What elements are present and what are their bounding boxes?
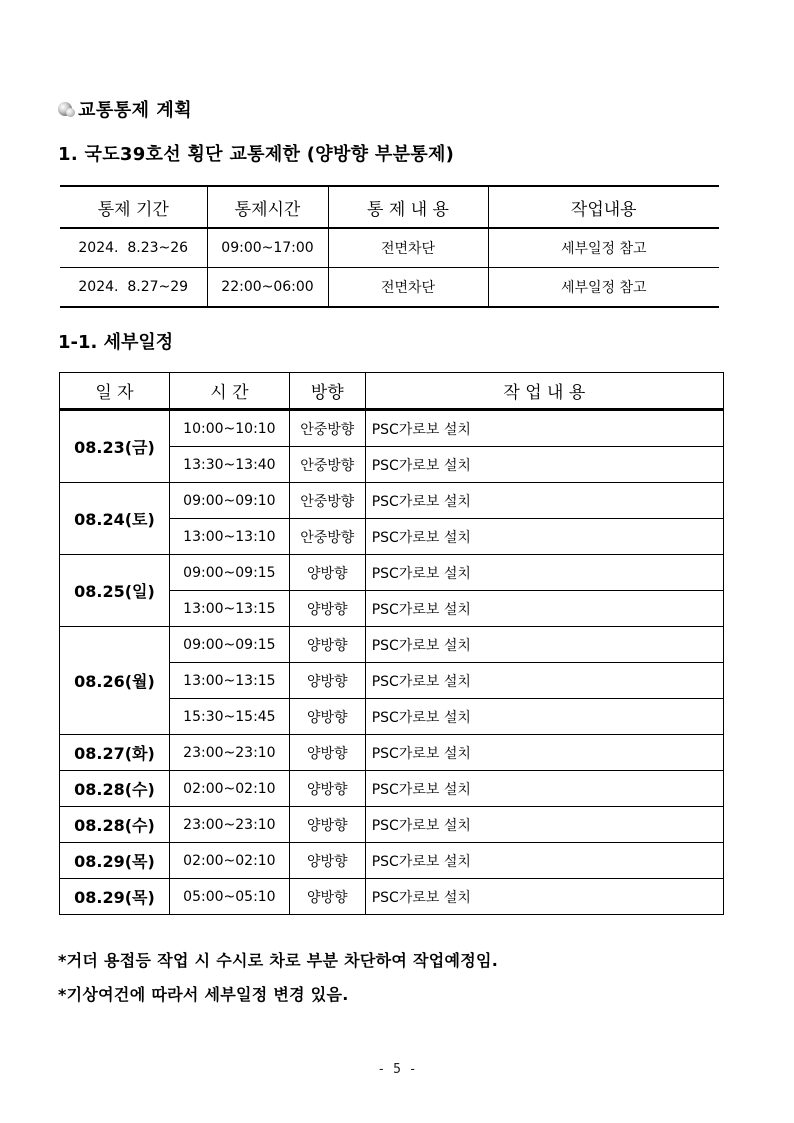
schedule-time: 23:00~23:10 (169, 807, 289, 843)
control-time: 09:00~17:00 (207, 228, 328, 268)
control-work: 세부일정 참고 (488, 268, 719, 308)
control-header-cell: 작업내용 (488, 186, 719, 228)
control-content: 전면차단 (328, 228, 488, 268)
schedule-time: 02:00~02:10 (169, 843, 289, 879)
schedule-direction: 양방향 (289, 663, 365, 699)
schedule-work: PSC가로보 설치 (365, 410, 723, 447)
schedule-row (60, 843, 724, 879)
schedule-time: 09:00~09:15 (169, 555, 289, 591)
schedule-work: PSC가로보 설치 (365, 663, 723, 699)
schedule-header-cell: 일 자 (60, 373, 170, 410)
schedule-time: 09:00~09:10 (169, 483, 289, 519)
schedule-work: PSC가로보 설치 (365, 447, 723, 483)
schedule-work: PSC가로보 설치 (365, 591, 723, 627)
schedule-time: 13:00~13:15 (169, 663, 289, 699)
schedule-row (60, 627, 724, 663)
schedule-date: 08.26(월) (60, 627, 170, 735)
note-welding: *거더 용접등 작업 시 수시로 차로 부분 차단하여 작업예정임. (58, 951, 499, 970)
schedule-direction: 양방향 (289, 771, 365, 807)
control-header-cell: 통 제 내 용 (328, 186, 488, 228)
schedule-direction: 안중방향 (289, 447, 365, 483)
schedule-row (60, 483, 724, 519)
schedule-work: PSC가로보 설치 (365, 843, 723, 879)
control-table-header (60, 186, 719, 228)
control-table (60, 185, 719, 308)
schedule-date: 08.24(토) (60, 483, 170, 555)
schedule-direction: 안중방향 (289, 483, 365, 519)
schedule-date: 08.28(수) (60, 771, 170, 807)
schedule-row (60, 410, 724, 447)
schedule-time: 09:00~09:15 (169, 627, 289, 663)
schedule-row (60, 879, 724, 915)
schedule-header-cell: 방향 (289, 373, 365, 410)
schedule-direction: 양방향 (289, 627, 365, 663)
control-period: 2024. 8.27~29 (60, 268, 207, 308)
schedule-date: 08.29(목) (60, 843, 170, 879)
schedule-row (60, 735, 724, 771)
schedule-direction: 양방향 (289, 591, 365, 627)
bullet-sphere-icon (58, 102, 72, 116)
schedule-row (60, 771, 724, 807)
schedule-time: 02:00~02:10 (169, 771, 289, 807)
schedule-row (60, 555, 724, 591)
schedule-work: PSC가로보 설치 (365, 555, 723, 591)
control-table-row (60, 268, 719, 308)
page-number: - 5 - (377, 1062, 417, 1077)
control-header-cell: 통제시간 (207, 186, 328, 228)
control-table-row (60, 228, 719, 268)
note-weather: *기상여건에 따라서 세부일정 변경 있음. (58, 985, 349, 1004)
schedule-header-cell: 작 업 내 용 (365, 373, 723, 410)
control-period: 2024. 8.23~26 (60, 228, 207, 268)
schedule-date: 08.25(일) (60, 555, 170, 627)
schedule-table (59, 372, 724, 915)
control-content: 전면차단 (328, 268, 488, 308)
schedule-date: 08.28(수) (60, 807, 170, 843)
schedule-header-cell: 시 간 (169, 373, 289, 410)
schedule-time: 10:00~10:10 (169, 410, 289, 447)
heading-2: 1-1. 세부일정 (58, 332, 174, 353)
schedule-time: 13:00~13:10 (169, 519, 289, 555)
schedule-time: 13:30~13:40 (169, 447, 289, 483)
control-header-cell: 통제 기간 (60, 186, 207, 228)
schedule-direction: 양방향 (289, 699, 365, 735)
control-work: 세부일정 참고 (488, 228, 719, 268)
schedule-work: PSC가로보 설치 (365, 519, 723, 555)
schedule-date: 08.29(목) (60, 879, 170, 915)
schedule-work: PSC가로보 설치 (365, 735, 723, 771)
schedule-time: 15:30~15:45 (169, 699, 289, 735)
schedule-date: 08.27(화) (60, 735, 170, 771)
section-title-text: 교통통제 계획 (78, 100, 193, 121)
schedule-table-header (60, 373, 724, 410)
schedule-direction: 양방향 (289, 843, 365, 879)
schedule-direction: 양방향 (289, 555, 365, 591)
schedule-work: PSC가로보 설치 (365, 771, 723, 807)
schedule-date: 08.23(금) (60, 410, 170, 483)
schedule-work: PSC가로보 설치 (365, 879, 723, 915)
schedule-row (60, 807, 724, 843)
schedule-time: 05:00~05:10 (169, 879, 289, 915)
schedule-work: PSC가로보 설치 (365, 483, 723, 519)
schedule-work: PSC가로보 설치 (365, 807, 723, 843)
control-time: 22:00~06:00 (207, 268, 328, 308)
schedule-work: PSC가로보 설치 (365, 627, 723, 663)
heading-1: 1. 국도39호선 횡단 교통제한 (양방향 부분통제) (58, 144, 455, 165)
schedule-time: 23:00~23:10 (169, 735, 289, 771)
schedule-direction: 양방향 (289, 807, 365, 843)
schedule-direction: 양방향 (289, 879, 365, 915)
schedule-direction: 양방향 (289, 735, 365, 771)
schedule-direction: 안중방향 (289, 410, 365, 447)
schedule-time: 13:00~13:15 (169, 591, 289, 627)
schedule-work: PSC가로보 설치 (365, 699, 723, 735)
section-title (58, 96, 192, 122)
schedule-direction: 안중방향 (289, 519, 365, 555)
